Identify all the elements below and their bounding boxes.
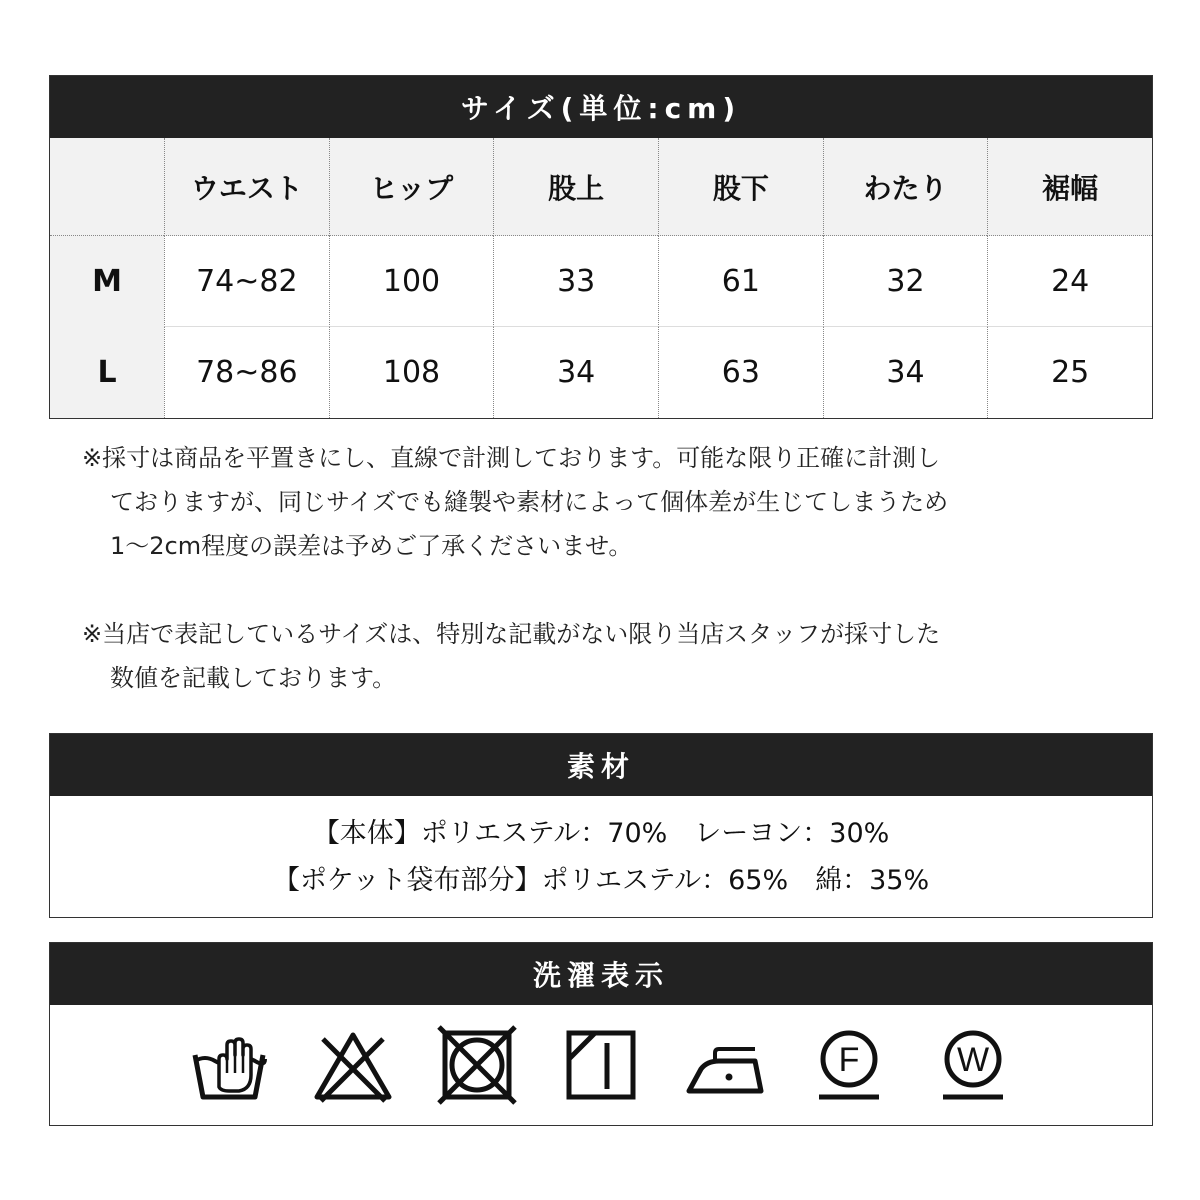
table-cell: 78~86 [164, 327, 329, 418]
line-dry-shade-icon [561, 1025, 641, 1105]
iron-low-icon [685, 1025, 765, 1105]
table-cell: 34 [823, 327, 988, 418]
table-cell: 24 [987, 236, 1152, 327]
table-cell: 61 [658, 236, 823, 327]
column-header-rise: 股上 [493, 138, 658, 236]
no-tumble-dry-icon [437, 1025, 517, 1105]
wet-clean-w-icon [933, 1025, 1013, 1105]
table-cell: 33 [493, 236, 658, 327]
size-table-header-row [50, 138, 1152, 236]
dry-clean-letter: F [838, 1041, 860, 1079]
care-icons-row [50, 1005, 1152, 1125]
measurement-note [82, 436, 1082, 568]
dry-clean-f-icon [809, 1025, 889, 1105]
care-panel [49, 942, 1153, 1126]
material-line-pocket: 【ポケット袋布部分】ポリエステル：65% 綿：35% [272, 864, 930, 896]
column-header [50, 138, 164, 236]
size-source-note [82, 612, 1082, 700]
note-line: ※当店で表記しているサイズは、特別な記載がない限り当店スタッフが採寸した [82, 620, 941, 648]
material-line-body: 【本体】ポリエステル：70% レーヨン：30% [312, 817, 890, 849]
table-cell: 74~82 [164, 236, 329, 327]
size-label: L [50, 327, 164, 418]
material-panel [49, 733, 1153, 918]
table-row [50, 327, 1152, 418]
wet-clean-letter: W [956, 1041, 990, 1079]
size-table [49, 75, 1153, 419]
hand-wash-icon [189, 1025, 269, 1105]
column-header-thigh: わたり [823, 138, 988, 236]
column-header-inseam: 股下 [658, 138, 823, 236]
note-line: 数値を記載しております。 [110, 664, 397, 692]
table-cell: 25 [987, 327, 1152, 418]
column-header-hip: ヒップ [329, 138, 494, 236]
table-cell: 63 [658, 327, 823, 418]
size-label: M [50, 236, 164, 327]
no-bleach-icon [313, 1025, 393, 1105]
table-cell: 32 [823, 236, 988, 327]
care-title: 洗濯表示 [50, 943, 1152, 1005]
column-header-waist: ウエスト [164, 138, 329, 236]
material-body [50, 796, 1152, 917]
note-line: ておりますが、同じサイズでも縫製や素材によって個体差が生じてしまうため [110, 488, 949, 516]
table-row [50, 236, 1152, 327]
note-line: ※採寸は商品を平置きにし、直線で計測しております。可能な限り正確に計測し [82, 444, 941, 472]
column-header-hem: 裾幅 [987, 138, 1152, 236]
table-cell: 108 [329, 327, 494, 418]
size-table-title: サイズ(単位:cm) [50, 76, 1152, 138]
table-cell: 34 [493, 327, 658, 418]
table-cell: 100 [329, 236, 494, 327]
material-title: 素材 [50, 734, 1152, 796]
note-line: 1〜2cm程度の誤差は予めご了承くださいませ。 [110, 532, 633, 560]
